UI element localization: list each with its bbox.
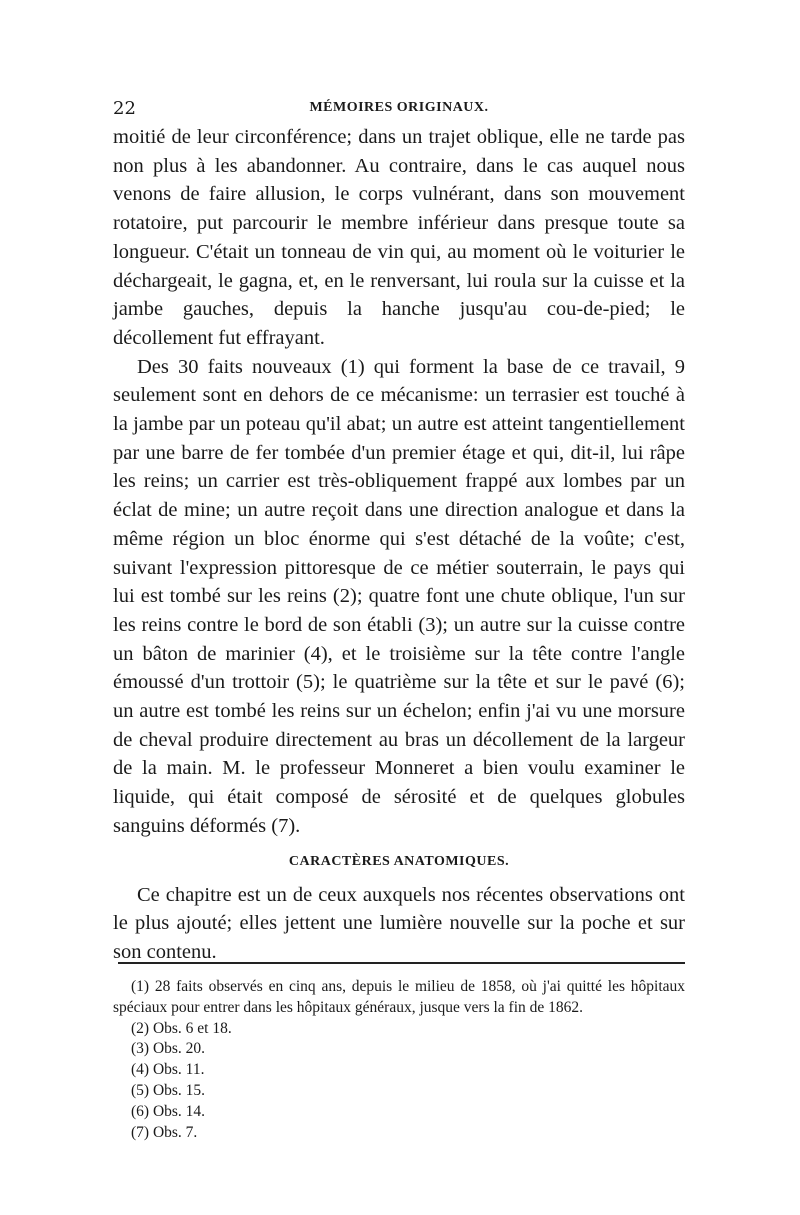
footnotes: [113, 977, 685, 1143]
main-text: [113, 123, 685, 967]
footnote-divider: [118, 962, 685, 964]
paragraph-chapitre: Ce chapitre est un de ceux auxquels nos récentes observations ont le plus ajouté; elles jettent une lumière nouvelle sur la poche et sur son contenu.: [113, 883, 685, 963]
paragraph-continuation: moitié de leur circonférence; dans un trajet oblique, elle ne tarde pas non plus à les abandonner. Au contraire, dans le cas auquel nous venons de faire allusion, le corps vulnérant, dans son mouvement rotatoire, put parcourir le membre inférieur dans presque toute sa longueur. C'était un tonneau de vin qui, au moment où le voiturier le déchargeait, le gagna, et, en le renversant, lui roula sur la cuisse et la jambe gauches, depuis la hanche jusqu'au cou-de-pied; le décollement fut effrayant.: [113, 126, 685, 349]
running-title: MÉMOIRES ORIGINAUX.: [309, 100, 489, 115]
section-heading: CARACTÈRES ANATOMIQUES.: [288, 853, 510, 869]
footnote-2: (2) Obs. 6 et 18.: [131, 1019, 232, 1037]
footnote-7: (7) Obs. 7.: [131, 1123, 198, 1141]
page-header: [113, 98, 685, 122]
footnote-5: (5) Obs. 15.: [131, 1081, 206, 1099]
footnote-3: (3) Obs. 20.: [131, 1040, 206, 1058]
footnote-6: (6) Obs. 14.: [131, 1102, 206, 1120]
page-number: 22: [113, 98, 136, 119]
footnote-4: (4) Obs. 11.: [131, 1061, 205, 1079]
footnote-1: (1) 28 faits observés en cinq ans, depuis le milieu de 1858, où j'ai quitté les hôpitaux spéciaux pour entrer dans les hôpitaux généraux, jusque vers la fin de 1862.: [113, 978, 685, 1016]
paragraph-nouveaux-faits: Des 30 faits nouveaux (1) qui forment la base de ce travail, 9 seulement sont en dehors de ce mécanisme: un terrasier est touché à la jambe par un poteau qu'il abat; un autre est atteint tangentiellement par une barre de fer tombée d'un premier étage et qui, dit-il, lui râpe les reins; un carrier est très-obliquement frappé aux lombes par un éclat de mine; un autre reçoit dans une direction analogue et dans la même région un bloc énorme qui s'est détaché de la voûte; c'est, suivant l'expression pittoresque de ce métier souterrain, le pays qui lui est tombé sur les reins (2); quatre font une chute oblique, l'un sur les reins contre le bord de son établi (3); un autre sur la cuisse contre un bâton de marinier (4), et le troisième sur la tête contre l'angle émoussé d'un trottoir (5); le quatrième sur la tête et sur le pavé (6); un autre est tombé les reins sur un échelon; enfin j'ai vu une morsure de cheval produire directement au bras un décollement de la largeur de la main. M. le professeur Monneret a bien voulu examiner le liquide, qui était composé de sérosité et de quelques globules sanguins déformés (7).: [113, 355, 685, 837]
